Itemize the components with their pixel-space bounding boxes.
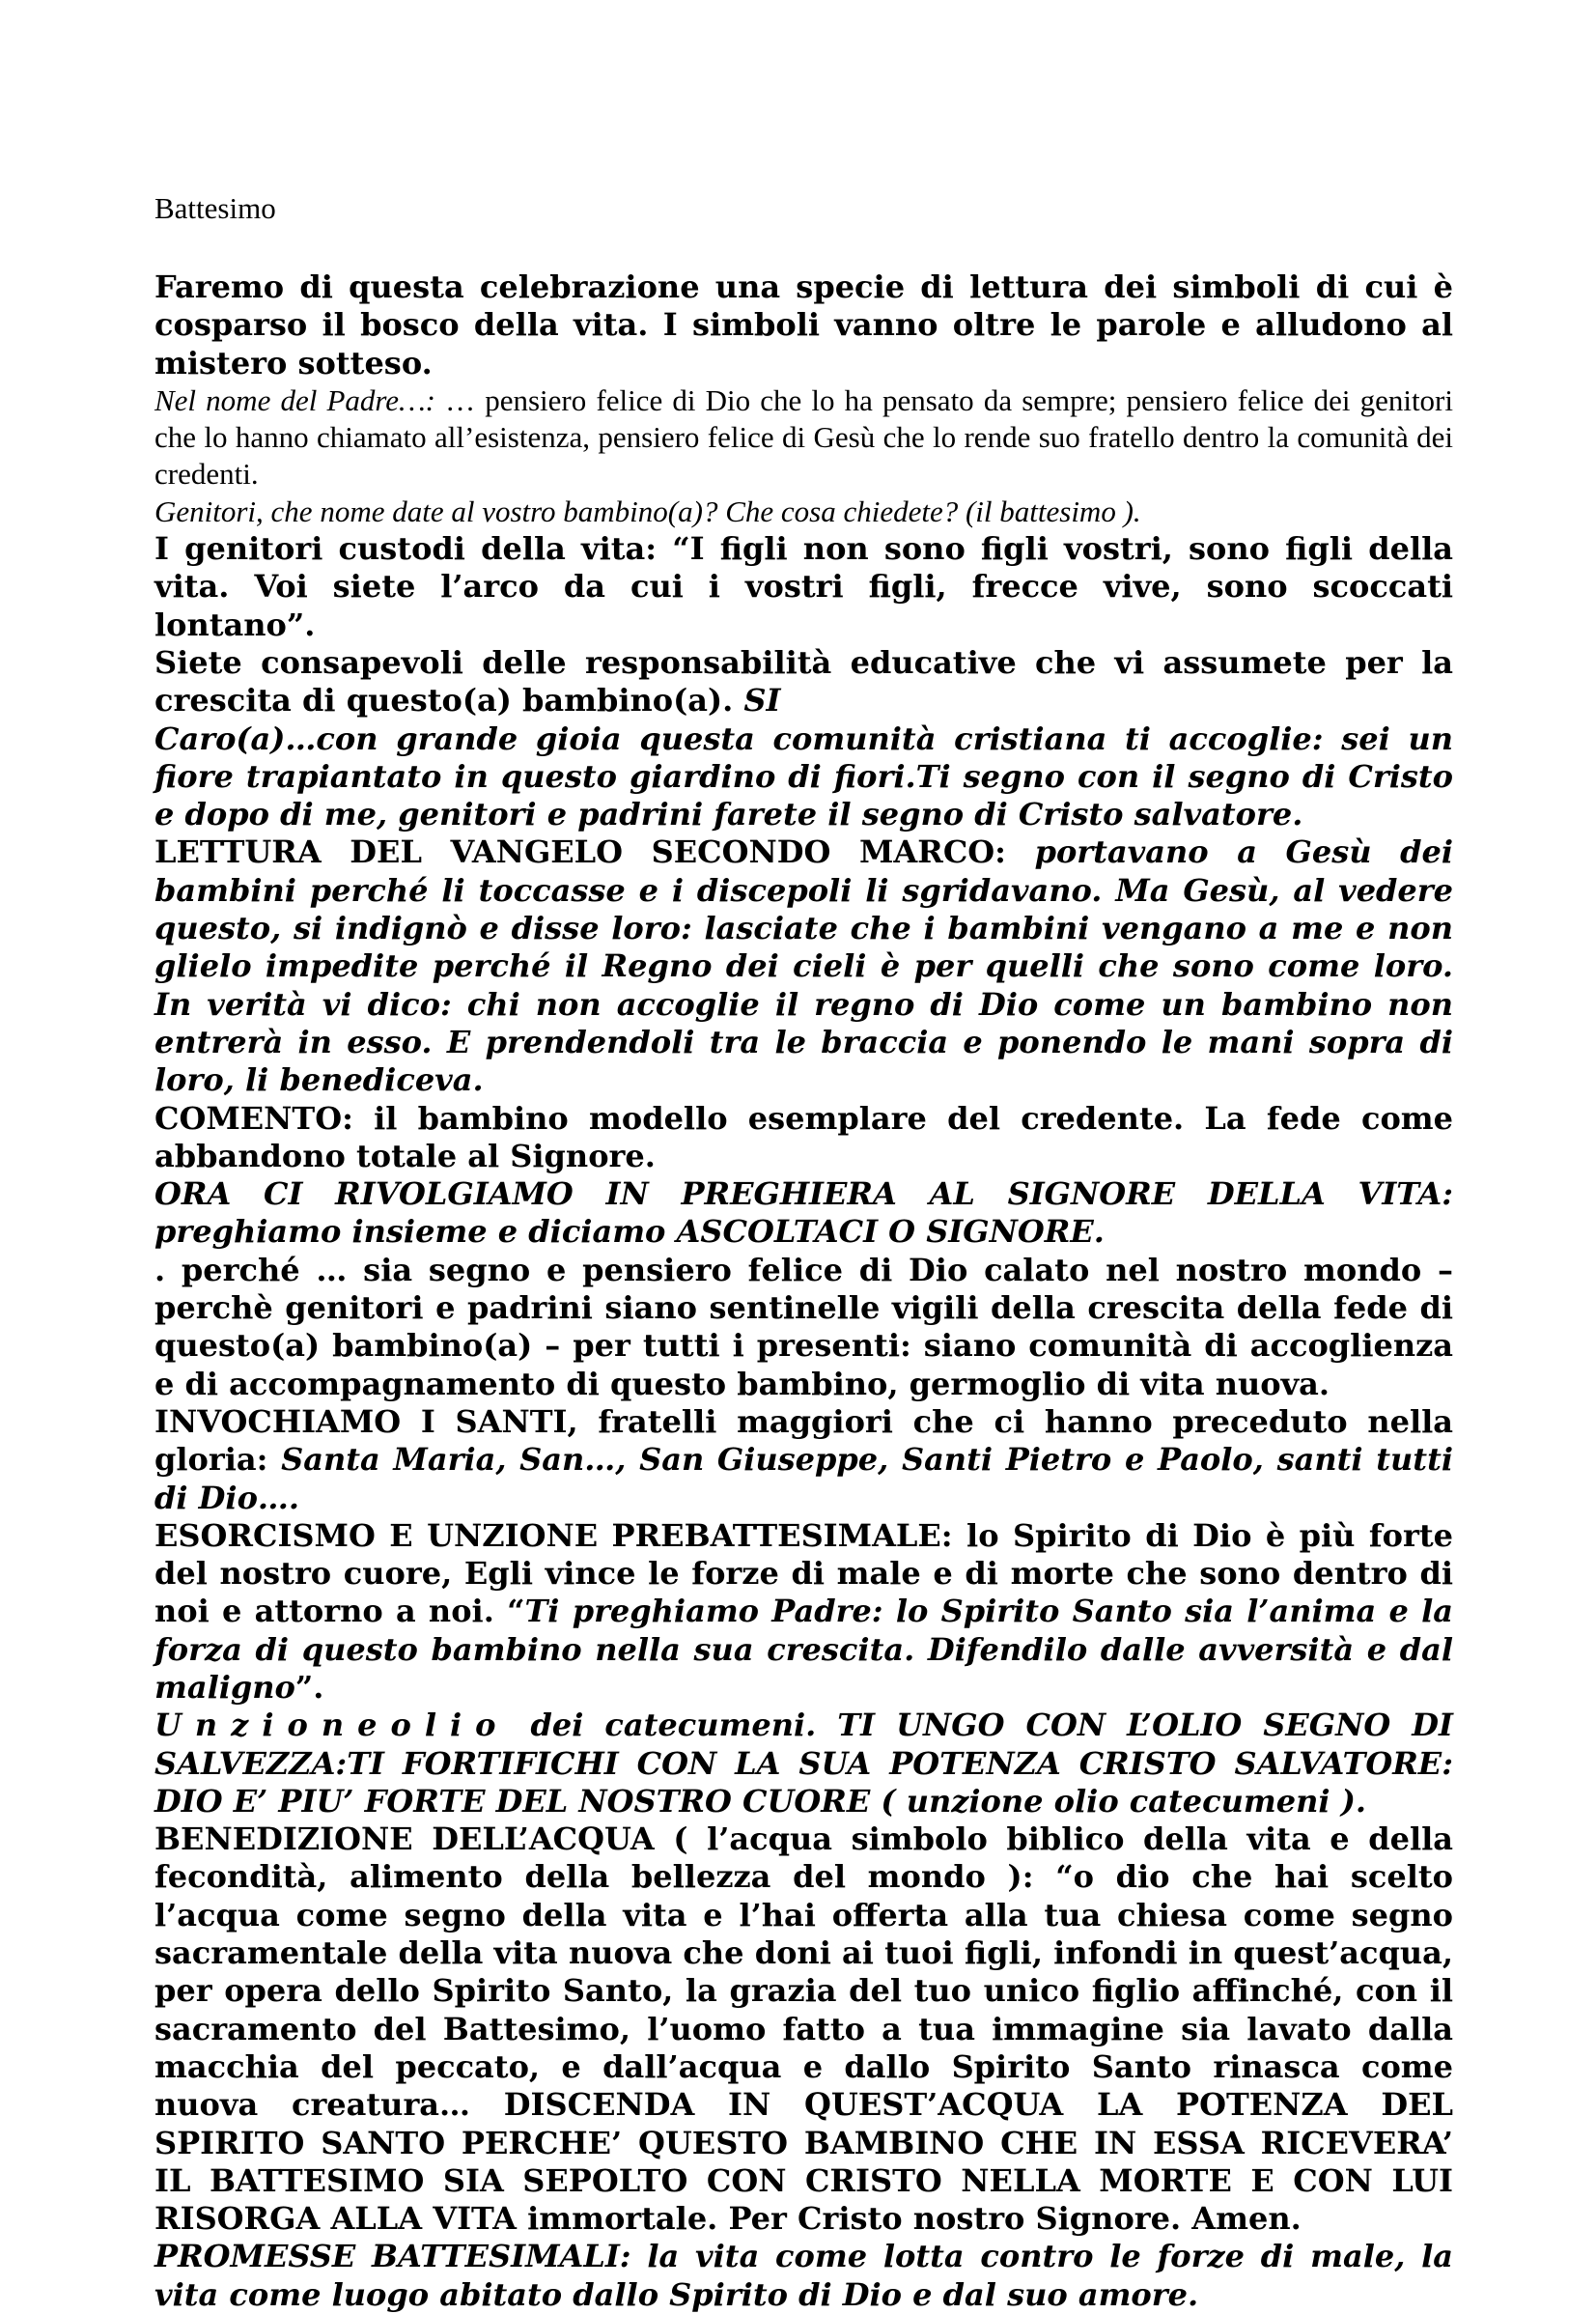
nome-invocation: Nel nome del Padre…: (154, 382, 435, 417)
responsabilita-text: Siete consapevoli delle responsabilità educative che vi assumete per la crescita di questo(a) bambino(a). (154, 643, 1453, 720)
nome-paragraph (154, 382, 1453, 494)
esorcismo-paragraph (154, 1517, 1453, 1707)
unzione-spaced: Unzioneolio (154, 1707, 510, 1744)
preghiera-heading: ORA CI RIVOLGIAMO IN PREGHIERA AL SIGNORE DELLA VITA: preghiamo insieme e diciamo ASCOLTACI O SIGNORE. (154, 1175, 1453, 1251)
document-title: Battesimo (154, 191, 276, 225)
nome-text: … pensiero felice di Dio che lo ha pensato da sempre; pensiero felice dei genitori che lo hanno chiamato all’esistenza, pensiero felice di Gesù che lo rende suo fratello dentro la comunità dei credenti. (154, 382, 1453, 492)
accoglienza-paragraph: Caro(a)…con grande gioia questa comunità cristiana ti accoglie: sei un fiore trapiantato in questo giardino di fiori.Ti segno con il segno di Cristo e dopo di me, genitori e padrini farete il segno di Cristo salvatore. (154, 720, 1453, 833)
responsabilita-paragraph (154, 644, 1453, 720)
unzione-text: dei catecumeni. TI UNGO CON L’OLIO SEGNO DI SALVEZZA:TI FORTIFICHI CON LA SUA POTENZA CRISTO SALVATORE: DIO E’ PIU’ FORTE DEL NOSTRO CUORE ( unzione olio catecumeni ). (154, 1707, 1453, 1820)
santi-litany: Santa Maria, San…, San Giuseppe, Santi Pietro e Paolo, santi tutti di Dio…. (154, 1441, 1454, 1516)
intro-paragraph: Faremo di questa celebrazione una specie di lettura dei simboli di cui è cosparso il bosco della vita. I simboli vanno oltre le parole e alludono al mistero sotteso. (154, 268, 1453, 381)
vangelo-text: portavano a Gesù dei bambini perché li toccasse e i discepoli li sgridavano. Ma Gesù, al vedere questo, si indignò e disse loro: lasciate che i bambini vengano a me e non glielo impedite perché il Regno dei cieli è per quelli che sono come loro. In verità vi dico: chi non accoglie il regno di Dio come un bambino non entrerà in esso. E prendendoli tra le braccia e ponendo le mani sopra di loro, li benediceva. (154, 833, 1454, 1099)
document-page (154, 189, 1453, 2314)
esorcismo-text: ESORCISMO E UNZIONE PREBATTESIMALE: lo Spirito di Dio è più forte del nostro cuore, Egli vince le forze di male e di morte che sono dentro di noi e attorno a noi. “ (154, 1516, 1453, 1630)
vangelo-paragraph (154, 833, 1453, 1099)
benedizione-acqua-paragraph: BENEDIZIONE DELL’ACQUA ( l’acqua simbolo biblico della vita e della fecondità, alimento della bellezza del mondo ): “o dio che hai scelto l’acqua come segno della vita e l’hai offerta alla tua chiesa come segno sacramentale della vita nuova che doni ai tuoi figli, infondi in quest’acqua, per opera dello Spirito Santo, la grazia del tuo unico figlio affinché, con il sacramento del Battesimo, l’uomo fatto a tua immagine sia lavato dalla macchia del peccato, e dall’acqua e dallo Spirito Santo rinasca come nuova creatura… DISCENDA IN QUEST’ACQUA LA POTENZA DEL SPIRITO SANTO PERCHE’ QUESTO BAMBINO CHE IN ESSA RICEVERA’ IL BATTESIMO SIA SEPOLTO CON CRISTO NELLA MORTE E CON LUI RISORGA ALLA VITA immortale. Per Cristo nostro Signore. Amen. (154, 1820, 1453, 2238)
genitori-custodi-paragraph: I genitori custodi della vita: “I figli non sono figli vostri, sono figli della vita. Voi siete l’arco da cui i vostri figli, frecce vive, sono scoccati lontano”. (154, 530, 1453, 643)
genitori-question: Genitori, che nome date al vostro bambino(a)? Che cosa chiedete? (il battesimo ). (154, 494, 1141, 528)
intercessioni-paragraph: . perché … sia segno e pensiero felice di Dio calato nel nostro mondo – perchè genitori e padrini siano sentinelle vigili della crescita della fede di questo(a) bambino(a) – per tutti i presenti: siano comunità di accoglienza e di accompagnamento di questo bambino, germoglio di vita nuova. (154, 1251, 1453, 1402)
esorcismo-prayer: Ti preghiamo Padre: lo Spirito Santo sia l’anima e la forza di questo bambino nella sua crescita. Difendilo dalle avversità e dal maligno (154, 1593, 1454, 1706)
santi-paragraph (154, 1403, 1453, 1517)
unzione-paragraph (154, 1707, 1453, 1820)
promesse-paragraph: PROMESSE BATTESIMALI: la vita come lotta contro le forze di male, la vita come luogo abitato dallo Spirito di Dio e dal suo amore. (154, 2238, 1453, 2313)
responsabilita-answer: SI (743, 682, 781, 720)
vangelo-heading: LETTURA DEL VANGELO SECONDO MARCO: (154, 833, 1035, 871)
santi-heading: INVOCHIAMO I SANTI, fratelli maggiori che ci hanno preceduto nella gloria: (154, 1402, 1453, 1479)
commento-paragraph: COMENTO: il bambino modello esemplare del credente. La fede come abbandono totale al Signore. (154, 1099, 1453, 1174)
esorcismo-end: ”. (294, 1668, 324, 1706)
